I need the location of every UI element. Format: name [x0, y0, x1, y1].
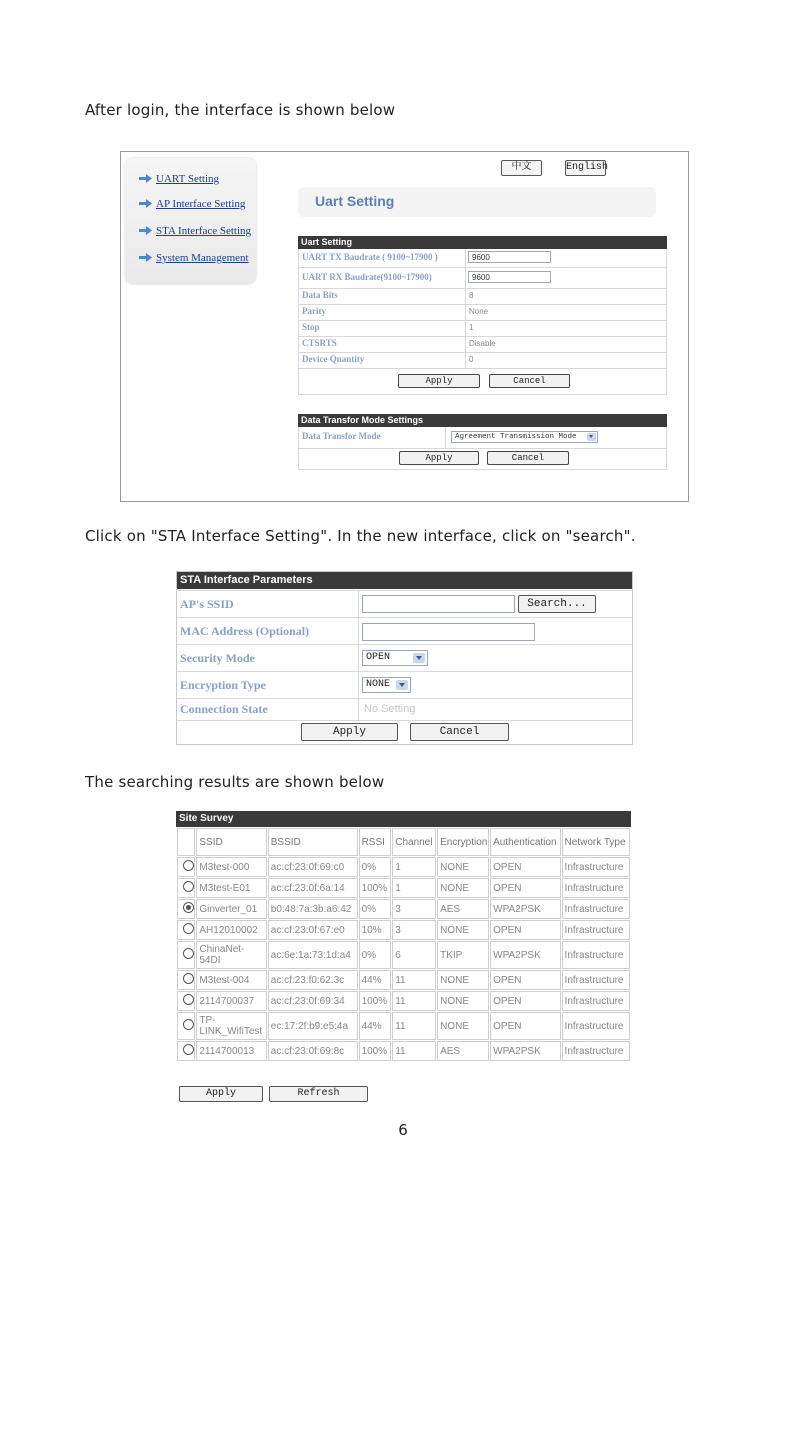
parity-label: Parity: [302, 306, 326, 316]
cell-divider: [465, 305, 466, 320]
table-cell-enc: AES: [437, 899, 489, 919]
table-header-cell: [177, 828, 195, 856]
uart-setting-screenshot: [120, 151, 689, 502]
data-bits-label: Data Bits: [302, 290, 338, 300]
table-cell-bssid: ac:cf:23:f0:62:3c: [268, 970, 358, 990]
page-title-box: [298, 187, 656, 217]
rx-baudrate-input[interactable]: 9600: [468, 271, 551, 283]
table-cell-type: Infrastructure: [562, 941, 630, 969]
table-cell-rssi: 44%: [359, 1012, 392, 1040]
sidebar-item-uart-setting[interactable]: [139, 173, 219, 185]
uart-apply-button[interactable]: Apply: [398, 374, 480, 388]
ap-ssid-label: AP's SSID: [180, 597, 234, 611]
connection-state-value: No Setting: [364, 703, 416, 715]
table-cell-type: Infrastructure: [562, 991, 630, 1011]
radio-cell: [177, 878, 195, 898]
stop-value: 1: [469, 323, 474, 332]
sidebar-item-label: System Management: [156, 252, 249, 264]
security-mode-select[interactable]: [362, 650, 428, 666]
table-row: [177, 857, 630, 877]
site-survey-header: Site Survey: [176, 811, 631, 827]
results-text: The searching results are shown below: [85, 773, 385, 791]
select-radio[interactable]: [183, 948, 194, 959]
tx-baudrate-row: [298, 249, 667, 268]
table-cell-type: Infrastructure: [562, 1012, 630, 1040]
transfer-mode-label: Data Transfor Mode: [302, 431, 381, 441]
table-header-cell: BSSID: [268, 828, 358, 856]
cell-divider: [358, 672, 359, 698]
select-radio[interactable]: [183, 1044, 194, 1055]
sta-parameters-header: STA Interface Parameters: [177, 572, 632, 589]
mac-address-input[interactable]: [362, 623, 535, 641]
sta-cancel-button[interactable]: Cancel: [410, 723, 509, 741]
select-radio[interactable]: [183, 1019, 194, 1030]
table-cell-channel: 6: [392, 941, 436, 969]
encryption-type-row: [177, 671, 632, 698]
transfer-mode-row: [298, 427, 667, 449]
device-quantity-label: Device Quantity: [302, 354, 365, 364]
table-cell-type: Infrastructure: [562, 970, 630, 990]
table-cell-rssi: 100%: [359, 991, 392, 1011]
table-cell-channel: 11: [392, 970, 436, 990]
table-cell-ssid: 2114700013: [196, 1041, 266, 1061]
mac-address-label: MAC Address (Optional): [180, 624, 310, 638]
table-header-cell: RSSI: [359, 828, 392, 856]
sidebar-item-label: UART Setting: [156, 173, 220, 185]
mac-address-row: [177, 617, 632, 644]
intro-text: After login, the interface is shown below: [85, 101, 396, 119]
table-cell-auth: WPA2PSK: [490, 941, 560, 969]
rx-baudrate-row: [298, 268, 667, 289]
sidebar-item-system-management[interactable]: [139, 252, 249, 264]
uart-cancel-button[interactable]: Cancel: [489, 374, 570, 388]
survey-apply-button[interactable]: Apply: [179, 1086, 263, 1102]
table-header-cell: Network Type: [562, 828, 630, 856]
table-cell-ssid: TP-LINK_WifiTest: [196, 1012, 266, 1040]
table-cell-enc: NONE: [437, 1012, 489, 1040]
table-cell-auth: WPA2PSK: [490, 1041, 560, 1061]
table-cell-enc: NONE: [437, 857, 489, 877]
table-cell-enc: TKIP: [437, 941, 489, 969]
transfer-button-row: [298, 449, 667, 470]
cell-divider: [465, 249, 466, 267]
table-cell-channel: 3: [392, 899, 436, 919]
table-cell-channel: 11: [392, 991, 436, 1011]
table-cell-bssid: b0:48:7a:3b:a6:42: [268, 899, 358, 919]
table-cell-bssid: ac:cf:23:0f:69:34: [268, 991, 358, 1011]
table-cell-auth: OPEN: [490, 1012, 560, 1040]
transfer-apply-button[interactable]: Apply: [399, 451, 479, 465]
site-survey-table: [176, 827, 631, 1062]
select-radio[interactable]: [183, 994, 194, 1005]
select-radio[interactable]: [183, 902, 194, 913]
table-cell-auth: OPEN: [490, 970, 560, 990]
table-cell-auth: OPEN: [490, 991, 560, 1011]
cell-divider: [358, 591, 359, 617]
device-quantity-row: [298, 353, 667, 369]
cell-divider: [465, 321, 466, 336]
uart-setting-header: Uart Setting: [298, 236, 667, 249]
table-cell-ssid: Ginverter_01: [196, 899, 266, 919]
stop-row: [298, 321, 667, 337]
encryption-type-value: NONE: [366, 679, 391, 690]
cell-divider: [465, 268, 466, 288]
parity-row: [298, 305, 667, 321]
page-title: Uart Setting: [315, 193, 395, 209]
cell-divider: [358, 699, 359, 720]
table-cell-enc: NONE: [437, 991, 489, 1011]
survey-refresh-button[interactable]: Refresh: [269, 1086, 368, 1102]
table-cell-rssi: 100%: [359, 878, 392, 898]
table-cell-enc: NONE: [437, 920, 489, 940]
table-row: [177, 941, 630, 969]
select-radio[interactable]: [183, 881, 194, 892]
table-header-cell: Authentication: [490, 828, 560, 856]
radio-cell: [177, 941, 195, 969]
table-cell-rssi: 100%: [359, 1041, 392, 1061]
table-cell-auth: OPEN: [490, 857, 560, 877]
table-cell-type: Infrastructure: [562, 899, 630, 919]
encryption-type-label: Encryption Type: [180, 678, 266, 692]
table-header-cell: SSID: [196, 828, 266, 856]
table-cell-bssid: ac:cf:23:0f:69:c0: [268, 857, 358, 877]
connection-state-label: Connection State: [180, 702, 268, 716]
table-cell-bssid: ac:cf:23:0f:6a:14: [268, 878, 358, 898]
data-bits-row: [298, 289, 667, 305]
table-cell-enc: AES: [437, 1041, 489, 1061]
ctsrts-value: Disable: [469, 339, 496, 348]
radio-cell: [177, 899, 195, 919]
table-cell-rssi: 10%: [359, 920, 392, 940]
sidebar-item-sta-interface[interactable]: [139, 225, 251, 237]
page-number: 6: [398, 1121, 408, 1139]
security-mode-value: OPEN: [366, 652, 391, 663]
tx-baudrate-label: UART TX Baudrate ( 9100~17900 ): [302, 252, 438, 262]
device-quantity-value: 0: [469, 355, 474, 364]
table-row: [177, 878, 630, 898]
sta-button-row: [177, 720, 632, 744]
table-header-cell: Encryption: [437, 828, 489, 856]
instruction-text: Click on "STA Interface Setting". In the new interface, click on "search".: [85, 527, 636, 545]
chevron-down-icon: [396, 680, 408, 690]
ap-ssid-input[interactable]: [362, 595, 515, 613]
parity-value: None: [469, 307, 489, 316]
sta-interface-screenshot: [176, 571, 633, 745]
cell-divider: [465, 289, 466, 304]
table-cell-bssid: ac:6e:1a:73:1d:a4: [268, 941, 358, 969]
transfer-mode-header: Data Transfor Mode Settings: [298, 414, 667, 427]
table-cell-enc: NONE: [437, 878, 489, 898]
table-row: [177, 1041, 630, 1061]
rx-baudrate-label: UART RX Baudrate(9100~17900): [302, 272, 432, 282]
table-row: [177, 970, 630, 990]
table-cell-ssid: 2114700037: [196, 991, 266, 1011]
cell-divider: [358, 618, 359, 644]
english-language-button[interactable]: English: [565, 160, 606, 176]
sidebar-item-label: STA Interface Setting: [156, 225, 252, 237]
site-survey-screenshot: [176, 811, 631, 1103]
arrow-right-icon: [139, 226, 152, 235]
ctsrts-label: CTSRTS: [302, 338, 337, 348]
table-cell-rssi: 0%: [359, 857, 392, 877]
select-radio[interactable]: [183, 923, 194, 934]
chevron-down-icon: [587, 433, 596, 441]
sidebar-menu: [125, 158, 256, 284]
radio-cell: [177, 920, 195, 940]
connection-state-row: [177, 698, 632, 720]
select-radio[interactable]: [183, 973, 194, 984]
table-header-cell: Channel: [392, 828, 436, 856]
table-cell-channel: 1: [392, 857, 436, 877]
cell-divider: [445, 427, 446, 448]
radio-cell: [177, 1012, 195, 1040]
radio-cell: [177, 857, 195, 877]
table-cell-type: Infrastructure: [562, 857, 630, 877]
table-cell-auth: OPEN: [490, 878, 560, 898]
table-cell-type: Infrastructure: [562, 920, 630, 940]
search-button[interactable]: Search...: [518, 595, 596, 613]
table-cell-bssid: ac:cf:23:0f:67:e0: [268, 920, 358, 940]
table-header-row: [177, 828, 630, 856]
table-row: [177, 920, 630, 940]
radio-cell: [177, 991, 195, 1011]
select-radio[interactable]: [183, 860, 194, 871]
table-cell-ssid: M3test-000: [196, 857, 266, 877]
sta-apply-button[interactable]: Apply: [301, 723, 398, 741]
tx-baudrate-input[interactable]: 9600: [468, 251, 551, 263]
table-cell-channel: 1: [392, 878, 436, 898]
table-cell-ssid: M3test-E01: [196, 878, 266, 898]
transfer-cancel-button[interactable]: Cancel: [487, 451, 569, 465]
uart-button-row: [298, 369, 667, 395]
sidebar-item-label: AP Interface Setting: [156, 198, 246, 210]
chinese-language-button[interactable]: 中文: [501, 160, 542, 176]
table-row: [177, 1012, 630, 1040]
ap-ssid-row: [177, 590, 632, 617]
cell-divider: [465, 353, 466, 368]
table-cell-ssid: M3test-004: [196, 970, 266, 990]
table-cell-type: Infrastructure: [562, 878, 630, 898]
table-row: [177, 899, 630, 919]
table-cell-ssid: ChinaNet-54DI: [196, 941, 266, 969]
chevron-down-icon: [413, 653, 425, 663]
arrow-right-icon: [139, 253, 152, 262]
radio-cell: [177, 1041, 195, 1061]
transfer-mode-select[interactable]: [451, 431, 598, 443]
table-cell-bssid: ac:cf:23:0f:69:8c: [268, 1041, 358, 1061]
security-mode-row: [177, 644, 632, 671]
arrow-right-icon: [139, 174, 152, 183]
arrow-right-icon: [139, 199, 152, 208]
table-cell-channel: 11: [392, 1012, 436, 1040]
table-cell-auth: OPEN: [490, 920, 560, 940]
table-cell-enc: NONE: [437, 970, 489, 990]
sidebar-item-ap-interface[interactable]: [139, 198, 245, 210]
cell-divider: [465, 337, 466, 352]
radio-cell: [177, 970, 195, 990]
table-cell-rssi: 0%: [359, 941, 392, 969]
table-cell-auth: WPA2PSK: [490, 899, 560, 919]
ctsrts-row: [298, 337, 667, 353]
table-row: [177, 991, 630, 1011]
transfer-mode-value: Agreement Transmission Mode: [455, 433, 577, 441]
table-cell-ssid: AH12010002: [196, 920, 266, 940]
encryption-type-select[interactable]: [362, 677, 411, 693]
table-cell-type: Infrastructure: [562, 1041, 630, 1061]
table-cell-rssi: 44%: [359, 970, 392, 990]
cell-divider: [358, 645, 359, 671]
security-mode-label: Security Mode: [180, 651, 255, 665]
table-cell-bssid: ec:17:2f:b9:e5:4a: [268, 1012, 358, 1040]
table-cell-channel: 3: [392, 920, 436, 940]
data-bits-value: 8: [469, 291, 474, 300]
stop-label: Stop: [302, 322, 320, 332]
table-cell-channel: 11: [392, 1041, 436, 1061]
table-cell-rssi: 0%: [359, 899, 392, 919]
